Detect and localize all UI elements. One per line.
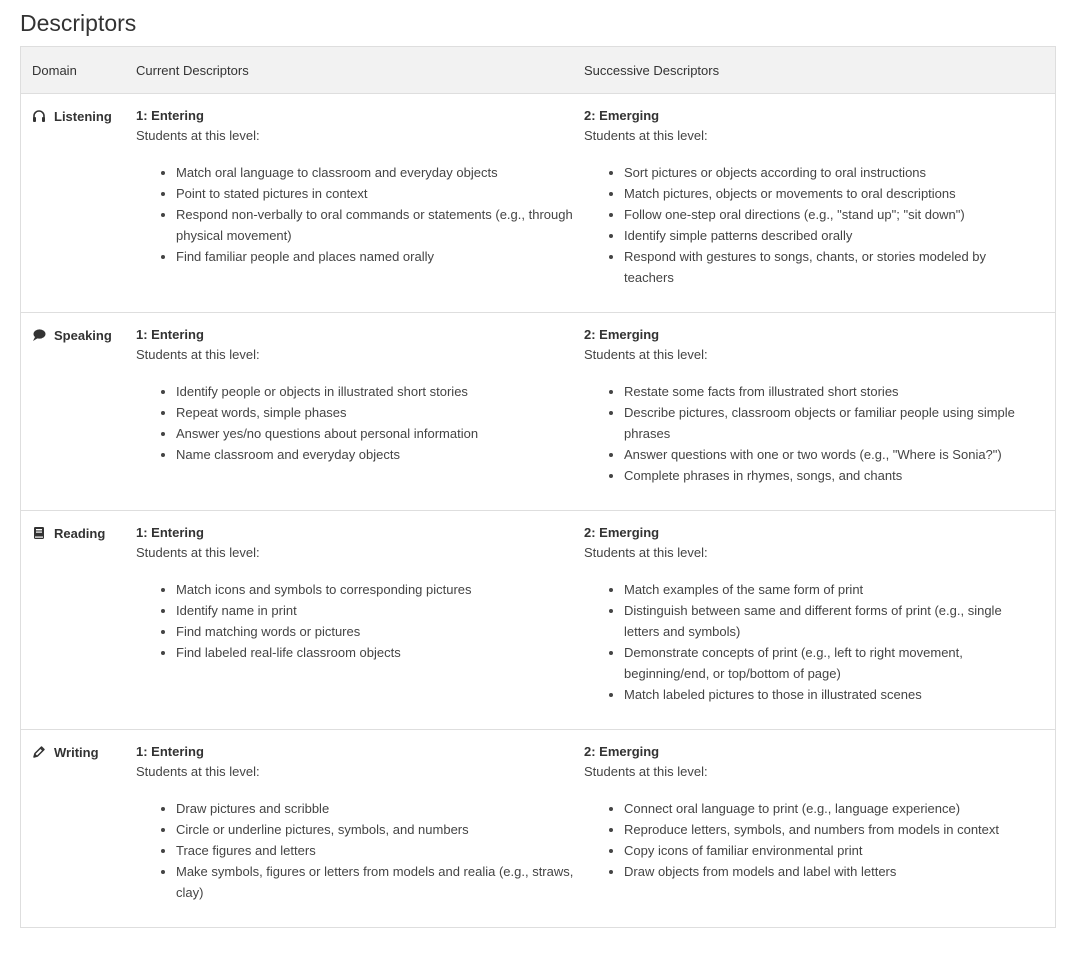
list-item: • Answer yes/no questions about personal information <box>176 423 574 444</box>
list-item: • Respond with gestures to songs, chants, or stories modeled by teachers <box>624 246 1035 288</box>
level-intro: Students at this level: <box>584 764 708 779</box>
header-successive-descriptors: Successive Descriptors <box>584 62 720 78</box>
domain-label: Writing <box>54 744 99 760</box>
speech-bubble-icon <box>32 328 46 342</box>
list-item: • Point to stated pictures in context <box>176 183 574 204</box>
pencil-icon <box>32 745 46 759</box>
list-item: • Trace figures and letters <box>176 840 574 861</box>
table-body <box>21 94 1055 927</box>
current-descriptors-cell <box>136 730 584 927</box>
list-item: • Make symbols, figures or letters from models and realia (e.g., straws, clay) <box>176 861 574 903</box>
domain-label: Reading <box>54 525 106 541</box>
list-item: • Circle or underline pictures, symbols, and numbers <box>176 819 574 840</box>
domain-label: Listening <box>54 108 112 124</box>
level-title: 1: Entering <box>136 744 204 759</box>
current-descriptors-cell <box>136 511 584 729</box>
list-item: • Draw objects from models and label with letters <box>624 861 1035 882</box>
list-item: • Match oral language to classroom and everyday objects <box>176 162 574 183</box>
domain-label: Speaking <box>54 327 112 343</box>
level-title: 1: Entering <box>136 525 204 540</box>
header-current-descriptors: Current Descriptors <box>136 62 249 78</box>
table-row <box>21 313 1055 511</box>
list-item: • Reproduce letters, symbols, and numbers from models in context <box>624 819 1035 840</box>
list-item: • Respond non-verbally to oral commands or statements (e.g., through physical movement) <box>176 204 574 246</box>
list-item: • Sort pictures or objects according to oral instructions <box>624 162 1035 183</box>
level-intro: Students at this level: <box>136 128 260 143</box>
list-item: • Draw pictures and scribble <box>176 798 574 819</box>
level-intro: Students at this level: <box>136 764 260 779</box>
current-descriptors-cell <box>136 313 584 510</box>
level-intro: Students at this level: <box>584 128 708 143</box>
descriptor-list <box>136 381 584 465</box>
descriptor-list <box>136 579 584 663</box>
table-row <box>21 511 1055 730</box>
successive-descriptors-cell <box>584 730 1055 927</box>
successive-descriptors-cell <box>584 313 1055 510</box>
level-intro: Students at this level: <box>584 347 708 362</box>
list-item: • Find matching words or pictures <box>176 621 574 642</box>
list-item: • Find labeled real-life classroom objects <box>176 642 574 663</box>
list-item: • Match examples of the same form of print <box>624 579 1035 600</box>
table-header <box>21 47 1055 94</box>
list-item: • Connect oral language to print (e.g., language experience) <box>624 798 1035 819</box>
descriptors-table <box>20 46 1056 928</box>
descriptor-list <box>136 798 584 903</box>
level-title: 2: Emerging <box>584 525 660 540</box>
list-item: • Restate some facts from illustrated short stories <box>624 381 1035 402</box>
list-item: • Identify simple patterns described orally <box>624 225 1035 246</box>
descriptor-list <box>584 162 1055 288</box>
list-item: • Copy icons of familiar environmental print <box>624 840 1035 861</box>
list-item: • Demonstrate concepts of print (e.g., left to right movement, beginning/end, or top/bottom of page) <box>624 642 1035 684</box>
list-item: • Answer questions with one or two words (e.g., "Where is Sonia?") <box>624 444 1035 465</box>
level-title: 1: Entering <box>136 327 204 342</box>
list-item: • Identify people or objects in illustrated short stories <box>176 381 574 402</box>
list-item: • Distinguish between same and different forms of print (e.g., single letters and symbols) <box>624 600 1035 642</box>
book-icon <box>32 526 46 540</box>
successive-descriptors-cell <box>584 511 1055 729</box>
level-title: 1: Entering <box>136 108 204 123</box>
level-title: 2: Emerging <box>584 744 660 759</box>
descriptor-list <box>584 381 1055 486</box>
headphones-icon <box>32 109 46 123</box>
table-row <box>21 730 1055 927</box>
list-item: • Match pictures, objects or movements to oral descriptions <box>624 183 1035 204</box>
level-intro: Students at this level: <box>136 347 260 362</box>
list-item: • Follow one-step oral directions (e.g., "stand up"; "sit down") <box>624 204 1035 225</box>
list-item: • Match labeled pictures to those in illustrated scenes <box>624 684 1035 705</box>
domain-cell <box>21 94 136 312</box>
list-item: • Match icons and symbols to corresponding pictures <box>176 579 574 600</box>
descriptor-list <box>584 579 1055 705</box>
descriptor-list <box>584 798 1055 882</box>
level-intro: Students at this level: <box>136 545 260 560</box>
table-row <box>21 94 1055 313</box>
level-title: 2: Emerging <box>584 327 660 342</box>
domain-cell <box>21 313 136 510</box>
page-title: Descriptors <box>20 10 137 36</box>
current-descriptors-cell <box>136 94 584 312</box>
list-item: • Name classroom and everyday objects <box>176 444 574 465</box>
list-item: • Repeat words, simple phases <box>176 402 574 423</box>
list-item: • Complete phrases in rhymes, songs, and chants <box>624 465 1035 486</box>
domain-cell <box>21 730 136 927</box>
level-intro: Students at this level: <box>584 545 708 560</box>
domain-cell <box>21 511 136 729</box>
header-domain: Domain <box>32 62 77 78</box>
list-item: • Find familiar people and places named orally <box>176 246 574 267</box>
successive-descriptors-cell <box>584 94 1055 312</box>
descriptor-list <box>136 162 584 267</box>
list-item: • Describe pictures, classroom objects or familiar people using simple phrases <box>624 402 1035 444</box>
list-item: • Identify name in print <box>176 600 574 621</box>
level-title: 2: Emerging <box>584 108 660 123</box>
